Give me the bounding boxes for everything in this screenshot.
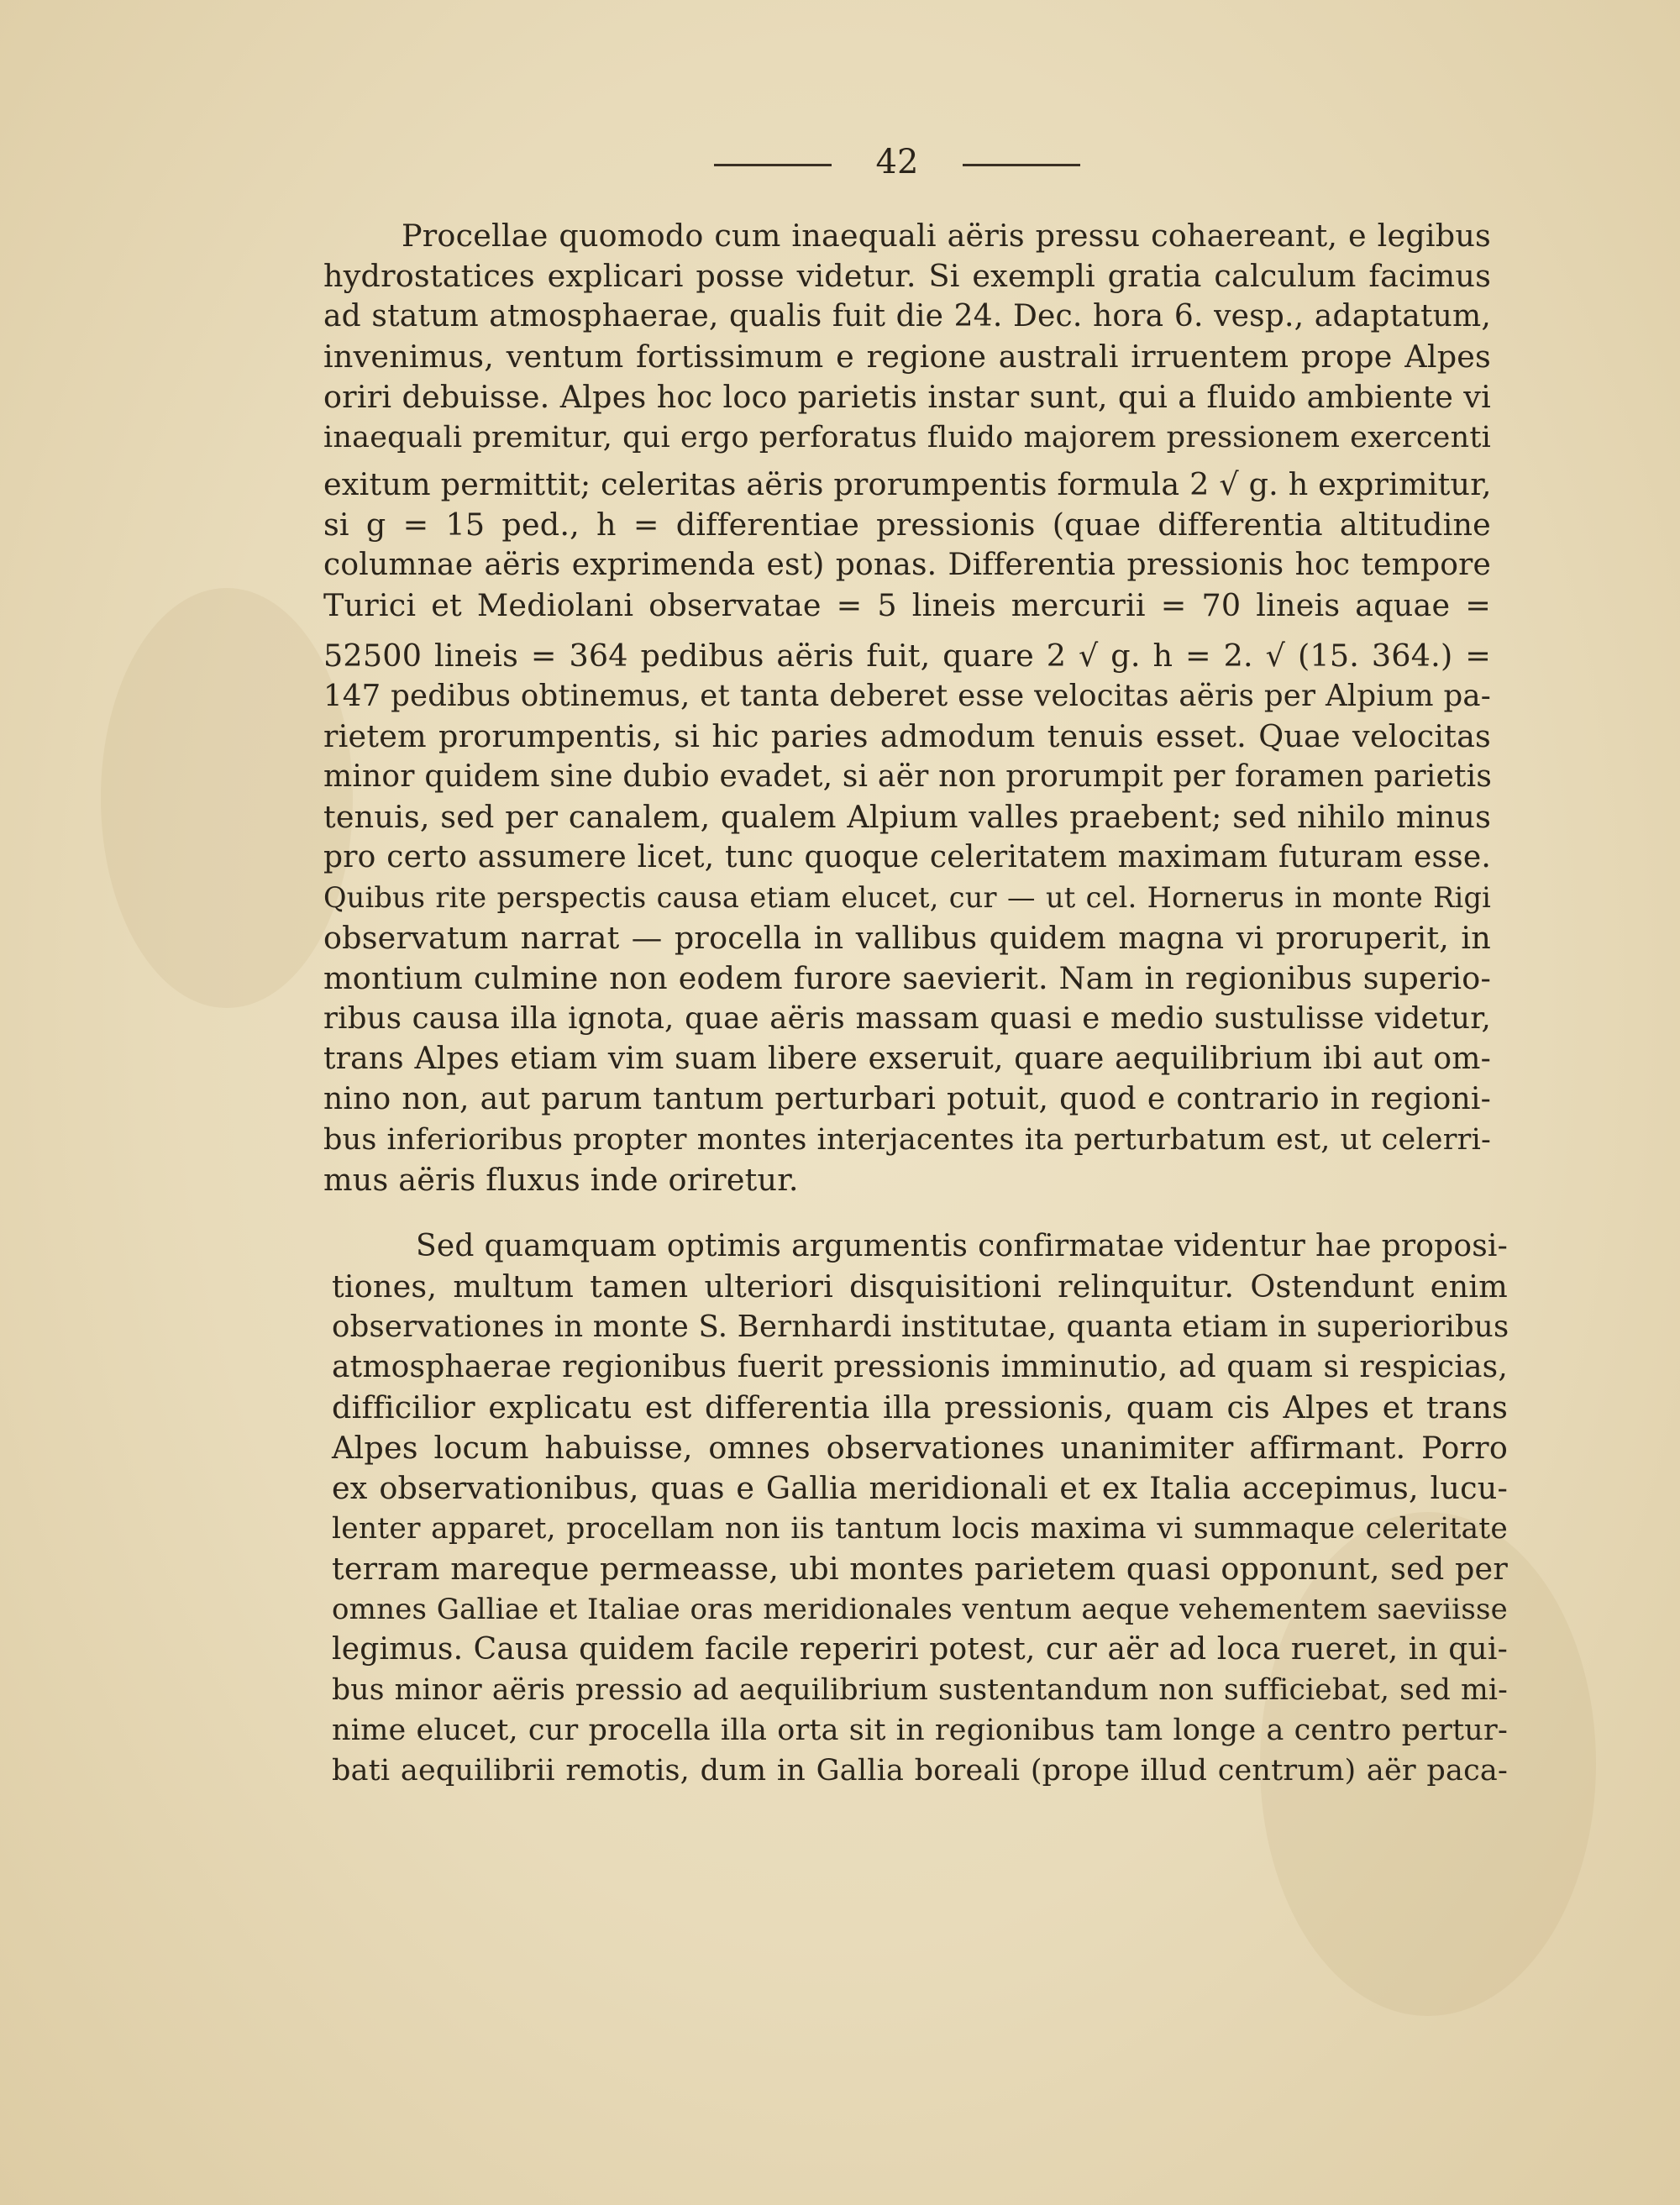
text-line: columnae aëris exprimenda est) ponas. Differentia pressionis hoc tempore xyxy=(323,548,1491,582)
text-line: minor quidem sine dubio evadet, si aër non prorumpit per foramen parietis xyxy=(323,759,1493,794)
text-line: ex observationibus, quas e Gallia meridionali et ex Italia accepimus, lucu- xyxy=(332,1470,1508,1506)
text-line: bus inferioribus propter montes interjacentes ita perturbatum est, ut celerri- xyxy=(323,1123,1491,1157)
header-rule-left xyxy=(714,164,832,166)
text-line: Sed quamquam optimis argumentis confirmatae videntur hae proposi- xyxy=(416,1229,1508,1263)
text-line: 147 pedibus obtinemus, et tanta deberet esse velocitas aëris per Alpium pa- xyxy=(323,679,1491,713)
text-line: tiones, multum tamen ulteriori disquisitioni relinquitur. Ostendunt enim xyxy=(332,1268,1508,1305)
paper-stain xyxy=(101,588,353,1008)
text-line: legimus. Causa quidem facile reperiri potest, cur aër ad loca rueret, in qui- xyxy=(332,1632,1508,1667)
page-header xyxy=(0,141,1680,183)
text-line: inaequali premitur, qui ergo perforatus fluido majorem pressionem exercenti xyxy=(323,421,1491,454)
text-line: observatum narrat — procella in vallibus quidem magna vi proruperit, in xyxy=(323,920,1491,956)
text-line: Alpes locum habuisse, omnes observationes unanimiter affirmant. Porro xyxy=(332,1430,1508,1466)
text-line: exitum permittit; celeritas aëris prorumpentis formula 2 √ g. h exprimitur, xyxy=(323,466,1492,502)
header-rule-right xyxy=(963,164,1080,166)
text-line: Quibus rite perspectis causa etiam elucet, cur — ut cel. Hornerus in monte Rigi xyxy=(323,881,1491,914)
text-line: nino non, aut parum tantum perturbari potuit, quod e contrario in regioni- xyxy=(323,1082,1491,1116)
text-line: ribus causa illa ignota, quae aëris massam quasi e medio sustulisse videtur, xyxy=(323,1001,1491,1036)
text-line: nime elucet, cur procella illa orta sit in regionibus tam longe a centro pertur- xyxy=(332,1714,1508,1747)
text-line: invenimus, ventum fortissimum e regione australi irruentem prope Alpes xyxy=(323,339,1491,375)
text-line: mus aëris fluxus inde oriretur. xyxy=(323,1162,799,1198)
page-number: 42 xyxy=(875,143,919,181)
text-line: 52500 lineis = 364 pedibus aëris fuit, quare 2 √ g. h = 2. √ (15. 364.) = xyxy=(323,638,1491,674)
text-line: tenuis, sed per canalem, qualem Alpium valles praebent; sed nihilo minus xyxy=(323,799,1491,835)
text-line: hydrostatices explicari posse videtur. Si exempli gratia calculum facimus xyxy=(323,258,1491,294)
text-line: si g = 15 ped., h = differentiae pressionis (quae differentia altitudine xyxy=(323,507,1491,543)
text-line: Turici et Mediolani observatae = 5 lineis mercurii = 70 lineis aquae = xyxy=(323,587,1491,623)
text-line: trans Alpes etiam vim suam libere exseruit, quare aequilibrium ibi aut om- xyxy=(323,1042,1491,1076)
text-line: ad statum atmosphaerae, qualis fuit die 24. Dec. hora 6. vesp., adaptatum, xyxy=(323,299,1491,333)
text-line: difficilior explicatu est differentia illa pressionis, quam cis Alpes et trans xyxy=(332,1389,1508,1425)
text-line: oriri debuisse. Alpes hoc loco parietis instar sunt, qui a fluido ambiente vi xyxy=(323,379,1491,415)
text-line: pro certo assumere licet, tunc quoque celeritatem maximam futuram esse. xyxy=(323,840,1491,874)
text-line: bus minor aëris pressio ad aequilibrium sustentandum non sufficiebat, sed mi- xyxy=(332,1673,1508,1707)
text-line: montium culmine non eodem furore saevierit. Nam in regionibus superio- xyxy=(323,960,1491,996)
text-line: rietem prorumpentis, si hic paries admodum tenuis esset. Quae velocitas xyxy=(323,718,1491,754)
text-line: bati aequilibrii remotis, dum in Gallia boreali (prope illud centrum) aër paca- xyxy=(332,1754,1508,1788)
text-line: atmosphaerae regionibus fuerit pressionis imminutio, ad quam si respicias, xyxy=(332,1350,1508,1384)
text-line: observationes in monte S. Bernhardi institutae, quanta etiam in superioribus xyxy=(332,1310,1509,1344)
text-line: lenter apparet, procellam non iis tantum locis maxima vi summaque celeritate xyxy=(332,1512,1508,1546)
text-line: terram mareque permeasse, ubi montes parietem quasi opponunt, sed per xyxy=(332,1551,1508,1587)
text-line: Procellae quomodo cum inaequali aëris pressu cohaereant, e legibus xyxy=(402,218,1491,254)
text-line: omnes Galliae et Italiae oras meridionales ventum aeque vehementem saeviisse xyxy=(332,1593,1508,1626)
